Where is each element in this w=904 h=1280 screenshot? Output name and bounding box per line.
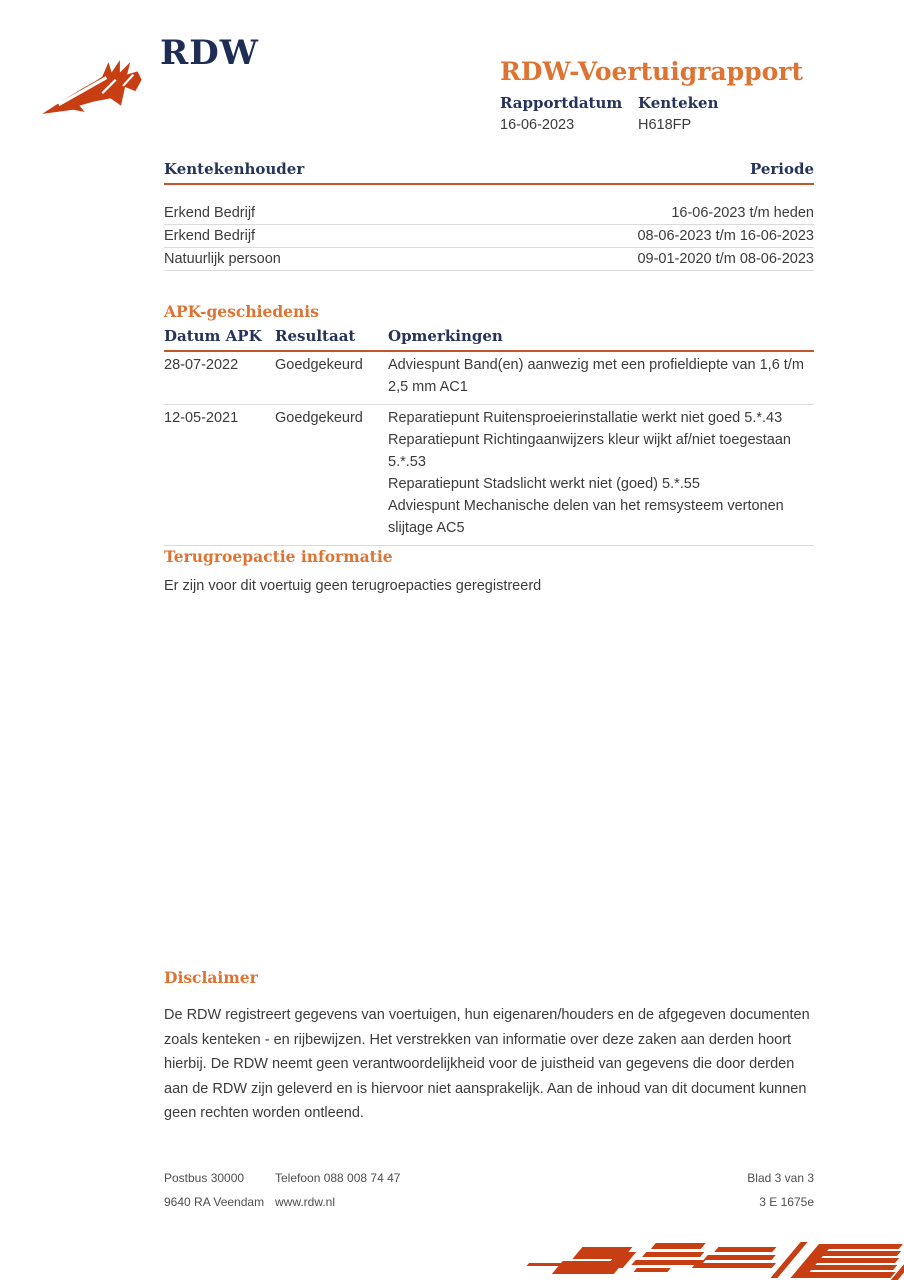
holder-header-rule xyxy=(164,183,814,185)
apk-result: Goedgekeurd xyxy=(275,410,363,426)
holder-table-row xyxy=(164,248,814,271)
apk-date: 12-05-2021 xyxy=(164,410,239,426)
recall-section xyxy=(164,547,814,597)
apk-remark: Adviespunt Band(en) aanwezig met een profieldiepte van 1,6 t/m 2,5 mm AC1 xyxy=(388,357,804,395)
recall-section-heading: Terugroepactie informatie xyxy=(164,547,393,566)
apk-remarks xyxy=(388,407,814,539)
holder-column-header: Kentekenhouder xyxy=(164,160,305,178)
apk-date-column-header: Datum APK xyxy=(164,327,262,345)
apk-remarks-column-header: Opmerkingen xyxy=(388,327,503,345)
apk-remark: Reparatiepunt Stadslicht werkt niet (goed) 5.*.55 xyxy=(388,476,700,492)
holder-section xyxy=(164,160,814,271)
apk-result: Goedgekeurd xyxy=(275,357,363,373)
license-plate-value: H618FP xyxy=(638,117,692,133)
rdw-logo-text: RDW xyxy=(160,33,259,73)
apk-date: 28-07-2022 xyxy=(164,357,239,373)
holder-table-row xyxy=(164,225,814,248)
holder-name: Natuurlijk persoon xyxy=(164,251,281,267)
page-title: RDW-Voertuigrapport xyxy=(500,56,804,86)
apk-section xyxy=(164,302,814,546)
disclaimer-text: De RDW registreert gegevens van voertuigen, hun eigenaren/houders en de afgegeven documenten zoals kenteken - en rijbewijzen. Het verstrekken van informatie over deze zaken aan derden hoort hierbij. De RDW neemt geen verantwoordelijkheid voor de juistheid van gegevens die door derden aan de RDW zijn geleverd en is hiervoor niet aansprakelijk. Aan de inhoud van dit document kunnen geen rechten worden ontleend. xyxy=(164,1007,810,1121)
rdw-speedlines-icon xyxy=(512,1238,904,1280)
report-date-value: 16-06-2023 xyxy=(500,117,575,133)
apk-table-row xyxy=(164,352,814,405)
apk-remark: Reparatiepunt Richtingaanwijzers kleur wijkt af/niet toegestaan 5.*.53 xyxy=(388,432,791,470)
rdw-logo-feather-icon xyxy=(42,60,148,116)
holder-period: 16-06-2023 t/m heden xyxy=(671,205,814,221)
report-date-label: Rapportdatum xyxy=(500,94,623,112)
apk-remark: Reparatiepunt Ruitensproeierinstallatie werkt niet goed 5.*.43 xyxy=(388,410,783,426)
footer-postbox: Postbus 30000 xyxy=(164,1171,245,1185)
license-plate-label: Kenteken xyxy=(638,94,719,112)
holder-period: 08-06-2023 t/m 16-06-2023 xyxy=(637,228,814,244)
apk-section-heading: APK-geschiedenis xyxy=(164,302,319,321)
footer-page-number: Blad 3 van 3 xyxy=(747,1171,814,1185)
apk-result-column-header: Resultaat xyxy=(275,327,356,345)
recall-text: Er zijn voor dit voertuig geen terugroepacties geregistreerd xyxy=(164,578,542,594)
disclaimer-section xyxy=(164,968,814,1126)
holder-name: Erkend Bedrijf xyxy=(164,228,256,244)
page-footer xyxy=(164,1166,814,1214)
period-column-header: Periode xyxy=(749,160,814,178)
apk-remarks xyxy=(388,354,814,398)
apk-table-row xyxy=(164,405,814,546)
footer-website: www.rdw.nl xyxy=(275,1195,336,1209)
holder-table-row xyxy=(164,202,814,225)
apk-remark: Adviespunt Mechanische delen van het remsysteem vertonen slijtage AC5 xyxy=(388,498,784,536)
disclaimer-section-heading: Disclaimer xyxy=(164,968,258,987)
report-meta xyxy=(500,94,718,133)
footer-doc-code: 3 E 1675e xyxy=(759,1195,814,1209)
holder-period: 09-01-2020 t/m 08-06-2023 xyxy=(637,251,814,267)
footer-phone: Telefoon 088 008 74 47 xyxy=(275,1171,401,1185)
holder-name: Erkend Bedrijf xyxy=(164,205,256,221)
footer-city: 9640 RA Veendam xyxy=(164,1195,265,1209)
